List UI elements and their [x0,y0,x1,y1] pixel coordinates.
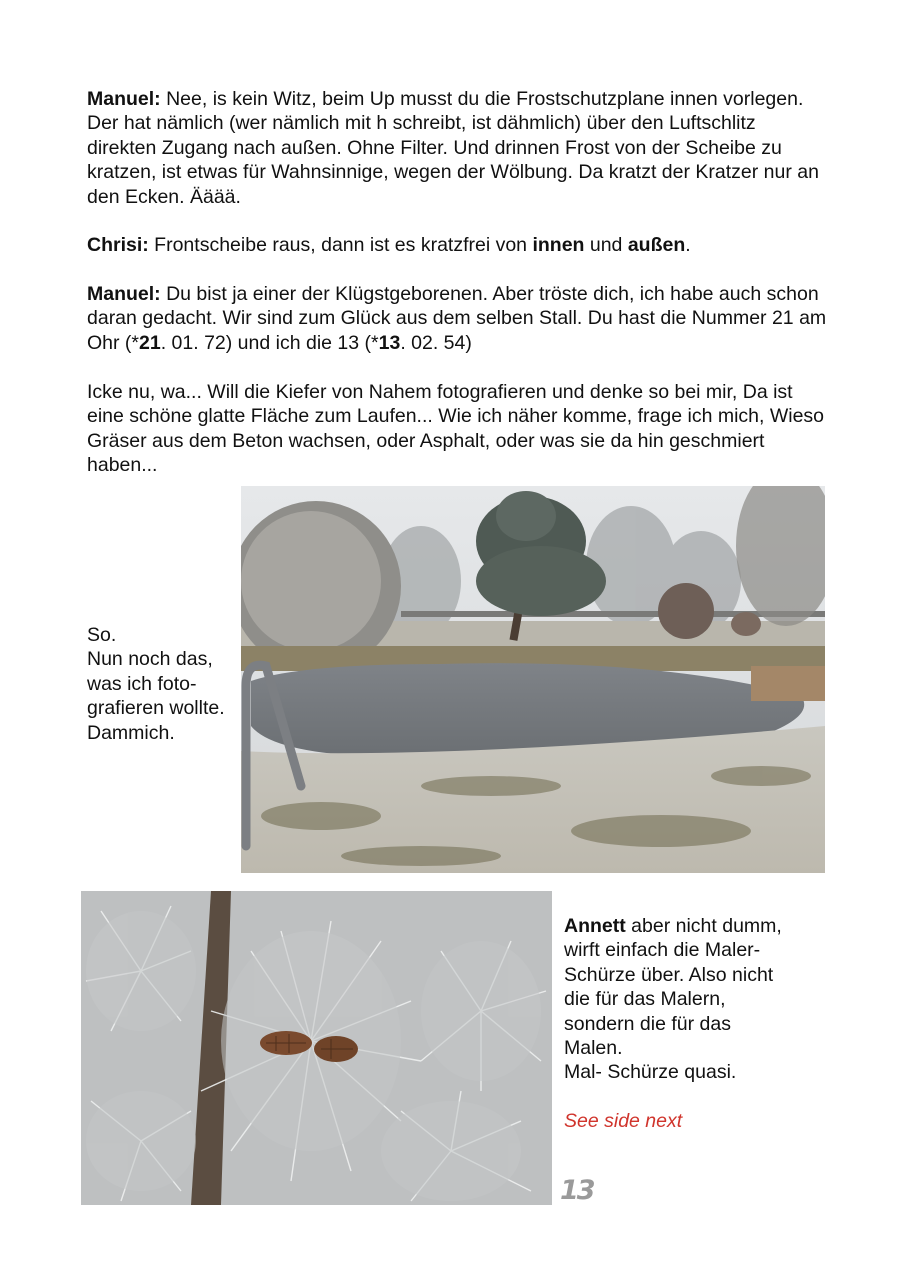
frozen-pond-photo [241,486,825,873]
paragraph-text: . 02. 54) [400,331,472,354]
paragraph-text: Frontscheibe raus, dann ist es kratzfrei von [148,234,533,256]
caption-line: Nun noch das, [87,648,213,671]
caption-line: was ich foto- [87,672,197,695]
caption-right [564,914,814,1134]
paragraph-text: . 01. 72) und ich die 13 (* [160,331,379,354]
paragraph-manuel-1 [87,87,827,209]
caption-left [87,623,237,745]
emphasis: außen [627,234,686,256]
paragraph-text: . [685,234,691,256]
speaker-name: Manuel: [87,283,161,305]
paragraph-text: Nee, is kein Witz, beim Up musst du die Frostschutzplane innen vorlegen. Der hat nämlich (wer nämlich mit h schreibt, ist dähmlich) über den Luftschlitz direkten Zugang nach außen. Ohne Filter. Und drinnen Frost von der Scheibe zu kratzen, ist etwas für Wahnsinnige, wegen der Wölbung. Da kratzt der Kratzer nur an den Ecken. Ääää. [87,88,819,208]
caption-line: Schürze über. Also nicht [564,963,774,986]
speaker-name: Chrisi: [87,234,149,256]
caption-line: Dammich. [87,721,175,744]
caption-line: Malen. [564,1037,623,1060]
caption-text: aber nicht dumm, [625,915,782,937]
emphasis: 13 [378,331,401,354]
caption-line: So. [87,624,117,646]
caption-line: grafieren wollte. [87,697,225,720]
emphasis: 21 [139,331,161,354]
speaker-name: Manuel: [87,88,161,110]
frosted-pine-cone-photo [81,891,552,1205]
caption-line: die für das Malern, [564,988,726,1011]
caption-line: wirft einfach die Maler- [564,939,761,962]
page-number: 13 [560,1175,594,1206]
caption-line: sondern die für das [564,1012,731,1035]
paragraph-text: Du bist ja einer der Klügstgeborenen. Aber tröste dich, ich habe auch schon daran gedacht. Wir sind zum Glück aus dem selben Stall. Du hast die Nummer 21 am Ohr (* [87,283,827,354]
paragraph-manuel-2 [87,282,827,355]
paragraph-text: und [584,234,628,256]
spacer [564,1085,814,1109]
paragraph-chrisi [87,233,827,257]
see-next-link[interactable]: See side next [564,1110,683,1133]
paragraph-narration: Icke nu, wa... Will die Kiefer von Nahem fotografieren und denke so bei mir, Da ist eine schöne glatte Fläche zum Laufen... Wie ich näher komme, frage ich mich, Wieso Gräser aus dem Beton wachsen, oder Asphalt, oder was sie da hin geschmiert haben... [87,381,825,477]
caption-line [564,914,814,938]
caption-line: Mal- Schürze quasi. [564,1061,737,1084]
emphasis: innen [532,234,585,256]
person-name: Annett [564,915,626,937]
